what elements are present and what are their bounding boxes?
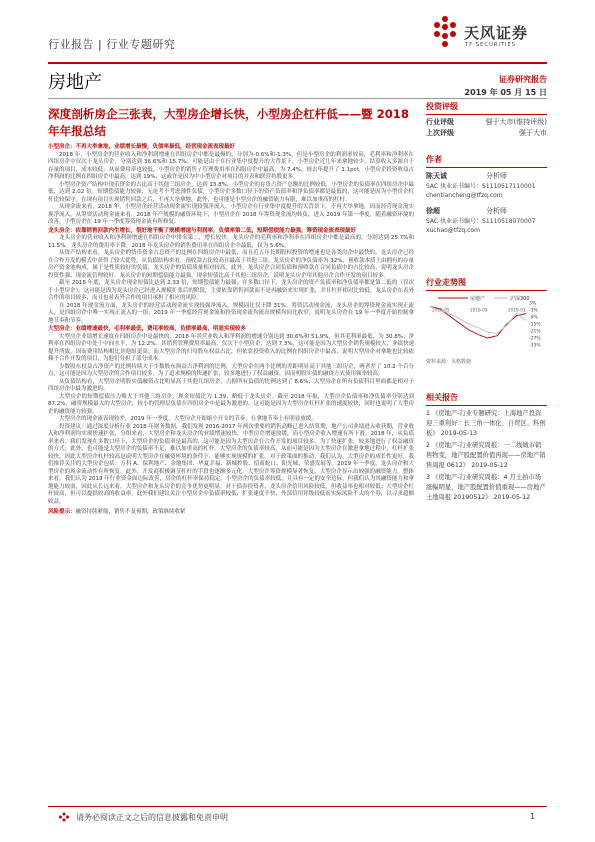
logo-text: 天风证券 (464, 24, 529, 42)
author-role: 分析师 (486, 172, 507, 180)
page-number: 1 (530, 812, 536, 821)
author-license: SAC 执业证书编号：S1110518070007 (426, 218, 536, 225)
related-item[interactable]: 2 《房地产-行业研究周报：一二线城市销售物变，地产股配置价值再现——房地产销售周报 0612》 2019-05-12 (426, 442, 546, 469)
footer-rule (48, 806, 547, 807)
rating-section (426, 101, 547, 139)
x-tick-label: 2018-05 (432, 307, 450, 313)
trend-heading: 行业走势图 (426, 278, 466, 287)
author-email[interactable]: xuchao@tfzq.com (426, 227, 480, 234)
paragraph: 大型房企业绩增长速度在四组房企中是最快的，2018 年其营业收入和净利润的增速分别达到 30.6%和 51.9%，但其毛利率最低，为 30.8%；净利率在四组房企中处于中间水平，为 12.2%。其销售管理费用率最高，仅次于小型房企，达到 7.3%，这可能是因为大型房企销售规模较大、业绩快速提升所致，因而费用结构相比其他组更高。而大型房企的归母股东权益占比，但依靠投资收入的比例在四组房企中最高，说明大型房企对拿地也比较依赖于合作开发的项目，为他们分担了部分成本。 (48, 333, 414, 362)
legend-label-b: 沪深300 (510, 296, 530, 302)
paragraph: 2018 年，小型房企的营业收入和净利润增速在四组房企中都是最慢的，分别为-0.6%和-1.3%，但是小型房企的利润率较高，毛利率和净利率在四组房企中仅次于龙头房企，分别达到 36.6%和 15.7%。可能是由于在行业集中度提升的大背景下，小型房企近几年来拿地较少，结算收入多源自于存量的项目，成本较低，从而费用率也较低。小型房企的销售 / 管理费用率在四组房企中最高，为 7.4%，较去年提升了 1.1pct，小型房企投资收益占净利润的比例在四组房企中最高，达到 19%，这或许是因为中小型房企对项目的并表和联营持股更多。 (48, 151, 414, 180)
risk-note (48, 509, 414, 517)
legend-label-a: 房地产 (470, 296, 486, 302)
paragraph: 投资建议：通过深度分析行业 2018 年财务数据，我们发现 2016-2017 年两次重要的销售高峰已进入结算期，地产公司业绩进入收获期，营业收入和净利润均实现快速扩张，分组来看，大型房企和龙头房企的业绩增速较快，中型房企增速放缓，而小型房企收入增速有所下滑。2018 年，从负债率来看，我们发现在多数口径下，大型房企的负债率是最高的，这可能是因为大型房企在合作开发的项目较多，为了快速扩张，较多地进行了权益融资的方式；此外，也可能是大型房企的负债率不足，难以加重高的杠杆。大型房企的负债率较高，从而可能是因为大型房企在激进拿地过程中，杠杆扩张较快，因此大型房企杠杆较高是说明大型房企在融资环境的条件下，能够实现规模的扩张。对于政策面的推动，我们认为，大型房企的成长性更好。我们推荐关注的大型房企包括：万科 A、保利地产、金地集团、华夏幸福、新城控股、招商蛇口、阳光城、荣盛发展等。2019 年一季度，龙头房企和大型房企的现金流动性有所恢复，此外，开发商积极调节杠杆的手段也逐渐多元化，大型房企筹资规模显著恢复，大型房企显示出较强的融资能力。整体来看，我们认为 2019 年行业资金面边际改善，房企的杠杆率保持稳定。小型房企的负债率较低，且具有一定的安全边际，但我们认为其融资能力和拿地能力较弱，因此从长远来看，大型房企和龙头房企的竞争优势更明显。对于债券投资者，龙头房企信用风险较低，但收益率也相对较低；大型房企杠杆较高，但可以提供较高的收益率。此外我们建议关注小型房企中负债率较低、扩张速度不快、外部信用评级较低而实际风险不大的个券，以寻求超额收益。 (48, 423, 414, 505)
author-email[interactable]: chentiancheng@tfzq.com (426, 192, 503, 199)
author-role: 分析师 (486, 207, 507, 215)
section-heading: 龙头房企：依靠销售回款内生增长，很好地平衡了规模增速与利润率，负债率第二低，短期偿债能力最强，筹资现金流表现最好 (48, 227, 357, 234)
report-category: 行业报告 | 行业专题研究 (48, 38, 176, 51)
trend-section (426, 277, 547, 365)
header-rule (48, 62, 547, 64)
paragraph: 大型房企的短期偿债压力略大于其他三组房企，现金短债比为 1.39，略低于龙头房企。截至 2018 年报，大型房企负债率和净负债率分别达到 87.2%，融资规模最大的大型房企，较小的管理层负债在四组房企中是最为激进的。这可能是因为大型房企杠杆扩张的速度较快，同时也说明了大型房企的融资能力较强。 (48, 393, 414, 415)
x-tick-label: 2018-09 (470, 307, 488, 313)
related-rule (426, 405, 547, 406)
paragraph: 大型房企的现金流表现较差。2019 年一季度，大型房企开始缩小开支的节奏，在拿地节奏上有明显放缓。 (59, 416, 317, 422)
y-tick-label: -3% (529, 308, 538, 314)
divider (48, 98, 547, 99)
y-tick-label: -33% (529, 343, 541, 349)
paragraph: 从资产结构来看，龙头房企的货币资金占总资产的比例在四组房企中最低，而且近五年长期股权投资的增速也是各类房企中最快的。龙头房企已经在合作开发的模式中获得了较大优势。从负债结构来看，预收款占比较高且最高于其他三组。龙头房企的净负债率为 32%，预收款本质上由拥有的存量房产资金池构成，属于是性质较好的负债，龙头房企的负债质量相对较高。此外，龙头房企合同负债和预收款在合同负债中的占比较高，说明龙头房企投资性强、现金流管理较好。龙头房企的短期偿债能力最强，现金短债比高于其他三组房企，说明龙头房企用其他房企合作开发的项目较多。 (48, 250, 414, 279)
report-title: 深度剖析房企三张表，大型房企增长快，小型房企杠杆低——暨 2018 年年报总结 (48, 107, 409, 138)
related-item[interactable]: 1 《房地产-行业专题研究：上海地产投资迎三重利好：长三角一体化、自贸区、科创板》 2019-05-13 (426, 410, 546, 437)
author-section (426, 154, 547, 235)
related-item[interactable]: 3 《房地产-行业研究周报：4 月土拍市场涨幅明显，地产股配置价值重现——房地产土地周报 20190512》 2019-05-12 (426, 474, 546, 501)
rating-key: 行业评级 (426, 118, 454, 126)
trend-rule (426, 290, 547, 291)
sector-title: 房地产 (48, 72, 102, 93)
trend-chart (426, 293, 547, 353)
section-heading: 大型房企：业绩增速最快，毛利率最低，费用率较高，负债率最高，明显实现较多 (48, 326, 247, 332)
y-tick-label: -27% (529, 336, 541, 342)
logo-mark-icon (428, 14, 462, 54)
paragraph: 小型房企资产结构中现币资金的占比高于其他三组房企，达到 13.8%，小型房企的存货占资产总额的比例较低，小型房企的负债率在四组房企中最低，达到 2.02 倍。短期偿债能力较强，无论考不考虑薄性负债，小型房企多数口径下的资产负债率和净负债率都是最低的，这可能是因为小型房企杠杆比较保守。在现有项目实现销售回款之后，不再大举拿地，此外，也可能是小型房企的融资能力有限，难以加重高的杠杆。 (48, 181, 414, 203)
y-tick-label: -9% (529, 315, 538, 321)
paragraph: 少数股东权益占净资产的比例持续大于少数股东损益占净利润的比例，大型房企在两个比例的差距明显高于其他三组房企，两者差了 10.2 个百分点，这可能是因为大型房企的合作项目较多，为了追求规模的快速扩张，较多地进行了权益融资，因而明股实债的融资方式使用频率较高。 (48, 363, 414, 377)
paragraph: 截至 2018 年底，龙头房企现金短债比达到 2.33 倍，短期偿债能力最强；在多数口径下，龙头房企的资产负债率和净负债率都是第二低的（仅次于小型房企）。这可能是因为龙头房企已经进入规模扩张后的阶段，主要依靠销售回款而不是再融资来实现扩张，并且杠杆相对比较低。龙头房企在表外合作的项目较多，而且也对表外合作的项目承担了相应的风险。 (48, 280, 414, 301)
rating-rule (426, 114, 547, 115)
rating-row (426, 117, 547, 128)
related-list (426, 409, 547, 503)
y-tick-label: -15% (529, 322, 541, 328)
footer-disclaimer: 请务必阅读正文之后的信息披露和免责申明 (76, 813, 228, 822)
report-type: 证券研究报告 (499, 75, 547, 84)
paragraph: 从现金流来看，2018 年，小型房企经营活动现金流实现较强净流入。小型房企在行业集中度提升的大背景下，不再大举拿地，因而经营现金流实现净流入，从筹资活动现金流来看，2018 年产规模的融资环境下，小型房企在 2018 年筹资现金流均转负，进入 2019 年第一季度，随着融资环境的改善，小型房企在 19 年一季度筹资现金流有所修复。 (48, 204, 414, 225)
paragraph: 从负债结构看，大型房企明股实债融资占比明显高于其他几组房企，占据所有负债的比例达到了 8.6%；大型房企在所有负债科目里面都是相对于四组房企中最为激进的。 (48, 378, 414, 392)
author-license: SAC 执业证书编号：S1110517110001 (426, 183, 536, 190)
logo (428, 14, 548, 58)
author-name: 陈天诚 (426, 172, 447, 180)
rating-row (426, 128, 547, 139)
rating-value: 强于大市 (519, 129, 547, 137)
x-tick-label: 2019-01 (508, 307, 526, 313)
author-row (426, 171, 547, 182)
related-section (426, 392, 547, 503)
rating-key: 上次评级 (426, 129, 454, 137)
paragraph: 龙头房企的营业收入和净利润增速在四组房企中排名第二，增长较快。龙头房企的毛利率和净利率在四组房企中都是最高的，分别达到 25.7%和 11.5%。龙头房企的费用率下降，2018 年龙头房企的销售费用率在四组房企中最低，仅为 5.6%。 (48, 235, 414, 249)
author-rule (426, 167, 547, 168)
section-heading: 小型房企：不再大举拿地，业绩增长最慢，负债率最低，经营现金流表现最好 (48, 144, 236, 150)
risk-text: 融资持续紧缩，销售不及预期，政策继续收紧 (75, 509, 186, 515)
author-row (426, 206, 547, 217)
related-heading: 相关报告 (426, 393, 458, 402)
report-date: 2019 年 05 月 15 日 (464, 88, 547, 97)
risk-label: 风险提示： (48, 509, 76, 515)
logo-subtext: TF SECURITIES (465, 42, 516, 48)
chart-source: 资料来源：贝格数据 (426, 359, 472, 365)
y-tick-label: 3% (529, 301, 537, 307)
footer-logo-icon (58, 812, 70, 822)
paragraph: 在 2018 年现金流方面，龙头房企的经营活动现金流实现较强净流入，规模同比仅下降 31%。筹资活动现金流，龙头房企的筹资现金流实现正流入，是四组房企中唯一实现正流入的一组，2019 年一季度经营现金流和投资现金流均流出规模均同比收窄，说明龙头房企在 19 年一季度开始控制拿地节奏和节奏。 (48, 302, 414, 324)
author-name: 徐超 (426, 207, 440, 215)
report-body (48, 143, 414, 517)
rating-value: 强于大市(维持评级) (485, 118, 547, 126)
rating-heading: 投资评级 (426, 102, 458, 111)
author-heading: 作者 (426, 155, 442, 164)
y-tick-label: -21% (529, 329, 541, 335)
